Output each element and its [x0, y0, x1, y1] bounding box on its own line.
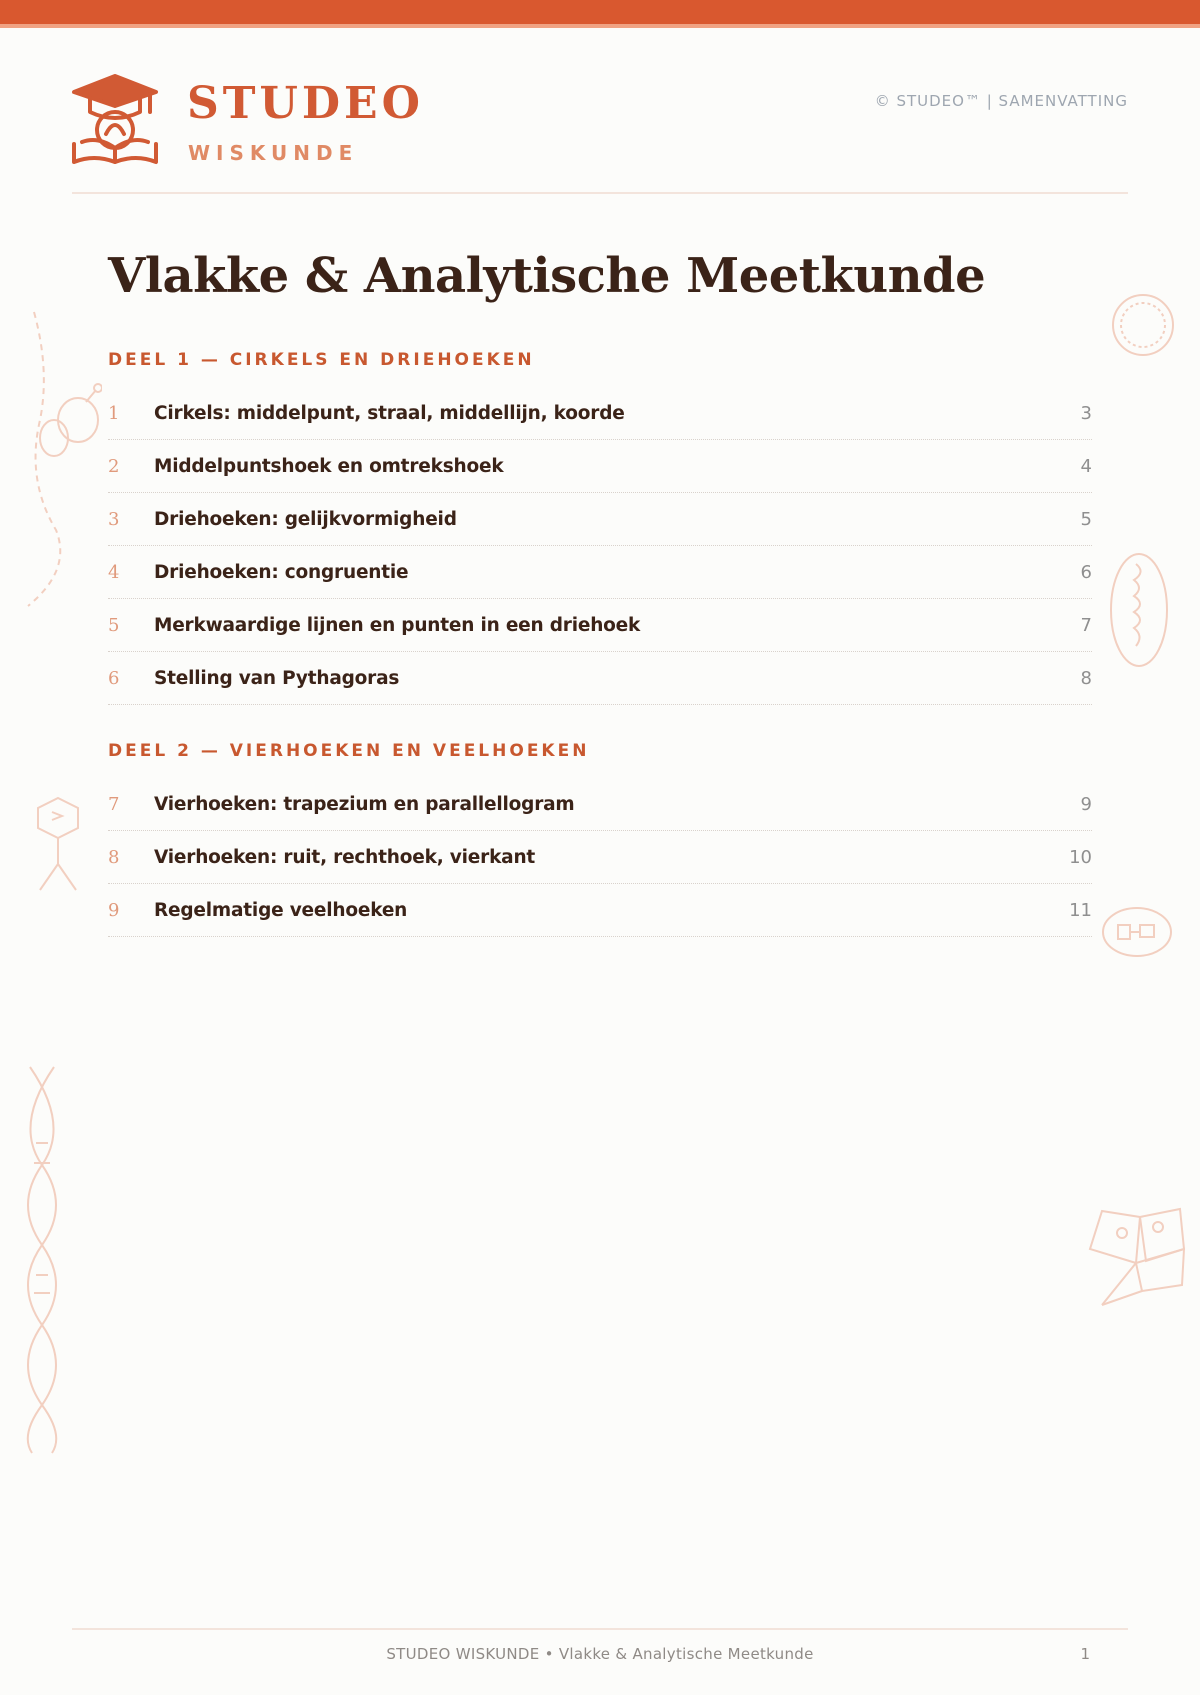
- toc-item-number: 4: [108, 561, 120, 583]
- section-heading-2: DEEL 2 — VIERHOEKEN EN VEELHOEKEN: [108, 741, 590, 761]
- toc-item-number: 7: [108, 793, 120, 815]
- header-meta: © STUDEO™ | SAMENVATTING: [874, 92, 1128, 110]
- decorative-cell-doodle-icon: [22, 310, 102, 610]
- page-title: Vlakke & Analytische Meetkunde: [108, 248, 986, 304]
- toc-item-number: 1: [108, 402, 120, 424]
- toc-item[interactable]: [108, 778, 1092, 831]
- toc-item-number: 3: [108, 508, 120, 530]
- decorative-oval-icon: [1108, 550, 1170, 670]
- toc-item-page: 9: [1080, 793, 1092, 815]
- toc-item-page: 11: [1069, 899, 1092, 921]
- toc-item[interactable]: [108, 884, 1092, 937]
- brand-name: STUDEO: [187, 78, 424, 129]
- toc-item-page: 10: [1069, 846, 1092, 868]
- toc-item[interactable]: [108, 831, 1092, 884]
- top-accent-bar: [0, 0, 1200, 24]
- toc-item[interactable]: [108, 599, 1092, 652]
- toc-item[interactable]: [108, 387, 1092, 440]
- toc-item-number: 8: [108, 846, 120, 868]
- toc-item-title: Stelling van Pythagoras: [154, 667, 400, 689]
- toc-item-number: 6: [108, 667, 120, 689]
- toc-item-page: 6: [1080, 561, 1092, 583]
- decorative-dna-icon: [12, 1065, 72, 1455]
- toc-item-number: 9: [108, 899, 120, 921]
- toc-item-title: Driehoeken: gelijkvormigheid: [154, 508, 457, 530]
- top-accent-stripe: [0, 24, 1200, 28]
- toc-item-title: Regelmatige veelhoeken: [154, 899, 408, 921]
- decorative-circle-icon: [1110, 292, 1176, 358]
- toc-item-title: Vierhoeken: ruit, rechthoek, vierkant: [154, 846, 536, 868]
- toc-list-2: [108, 778, 1092, 937]
- toc-item-title: Middelpuntshoek en omtrekshoek: [154, 455, 504, 477]
- toc-item-page: 4: [1080, 455, 1092, 477]
- toc-item-page: 3: [1080, 402, 1092, 424]
- toc-item[interactable]: [108, 652, 1092, 705]
- toc-item[interactable]: [108, 546, 1092, 599]
- toc-item-title: Driehoeken: congruentie: [154, 561, 409, 583]
- footer-divider: [72, 1628, 1128, 1630]
- decorative-geometry-icon: [1088, 1205, 1188, 1315]
- toc-item-title: Cirkels: middelpunt, straal, middellijn, koorde: [154, 402, 625, 424]
- toc-item-number: 2: [108, 455, 120, 477]
- section-heading-1: DEEL 1 — CIRKELS EN DRIEHOEKEN: [108, 350, 535, 370]
- footer-page-number: 1: [1080, 1645, 1090, 1663]
- header-divider: [72, 192, 1128, 194]
- toc-item-title: Merkwaardige lijnen en punten in een driehoek: [154, 614, 641, 636]
- toc-item[interactable]: [108, 440, 1092, 493]
- decorative-pill-icon: [1100, 905, 1174, 959]
- toc-list-1: [108, 387, 1092, 705]
- toc-item-page: 5: [1080, 508, 1092, 530]
- footer-text: STUDEO WISKUNDE • Vlakke & Analytische Meetkunde: [386, 1645, 814, 1663]
- decorative-crystal-icon: [30, 794, 90, 894]
- toc-item-number: 5: [108, 614, 120, 636]
- toc-item-title: Vierhoeken: trapezium en parallellogram: [154, 793, 575, 815]
- toc-item-page: 8: [1080, 667, 1092, 689]
- toc-item-page: 7: [1080, 614, 1092, 636]
- brand-subtitle: WISKUNDE: [188, 141, 359, 165]
- studeo-logo-icon: [70, 72, 160, 166]
- toc-item[interactable]: [108, 493, 1092, 546]
